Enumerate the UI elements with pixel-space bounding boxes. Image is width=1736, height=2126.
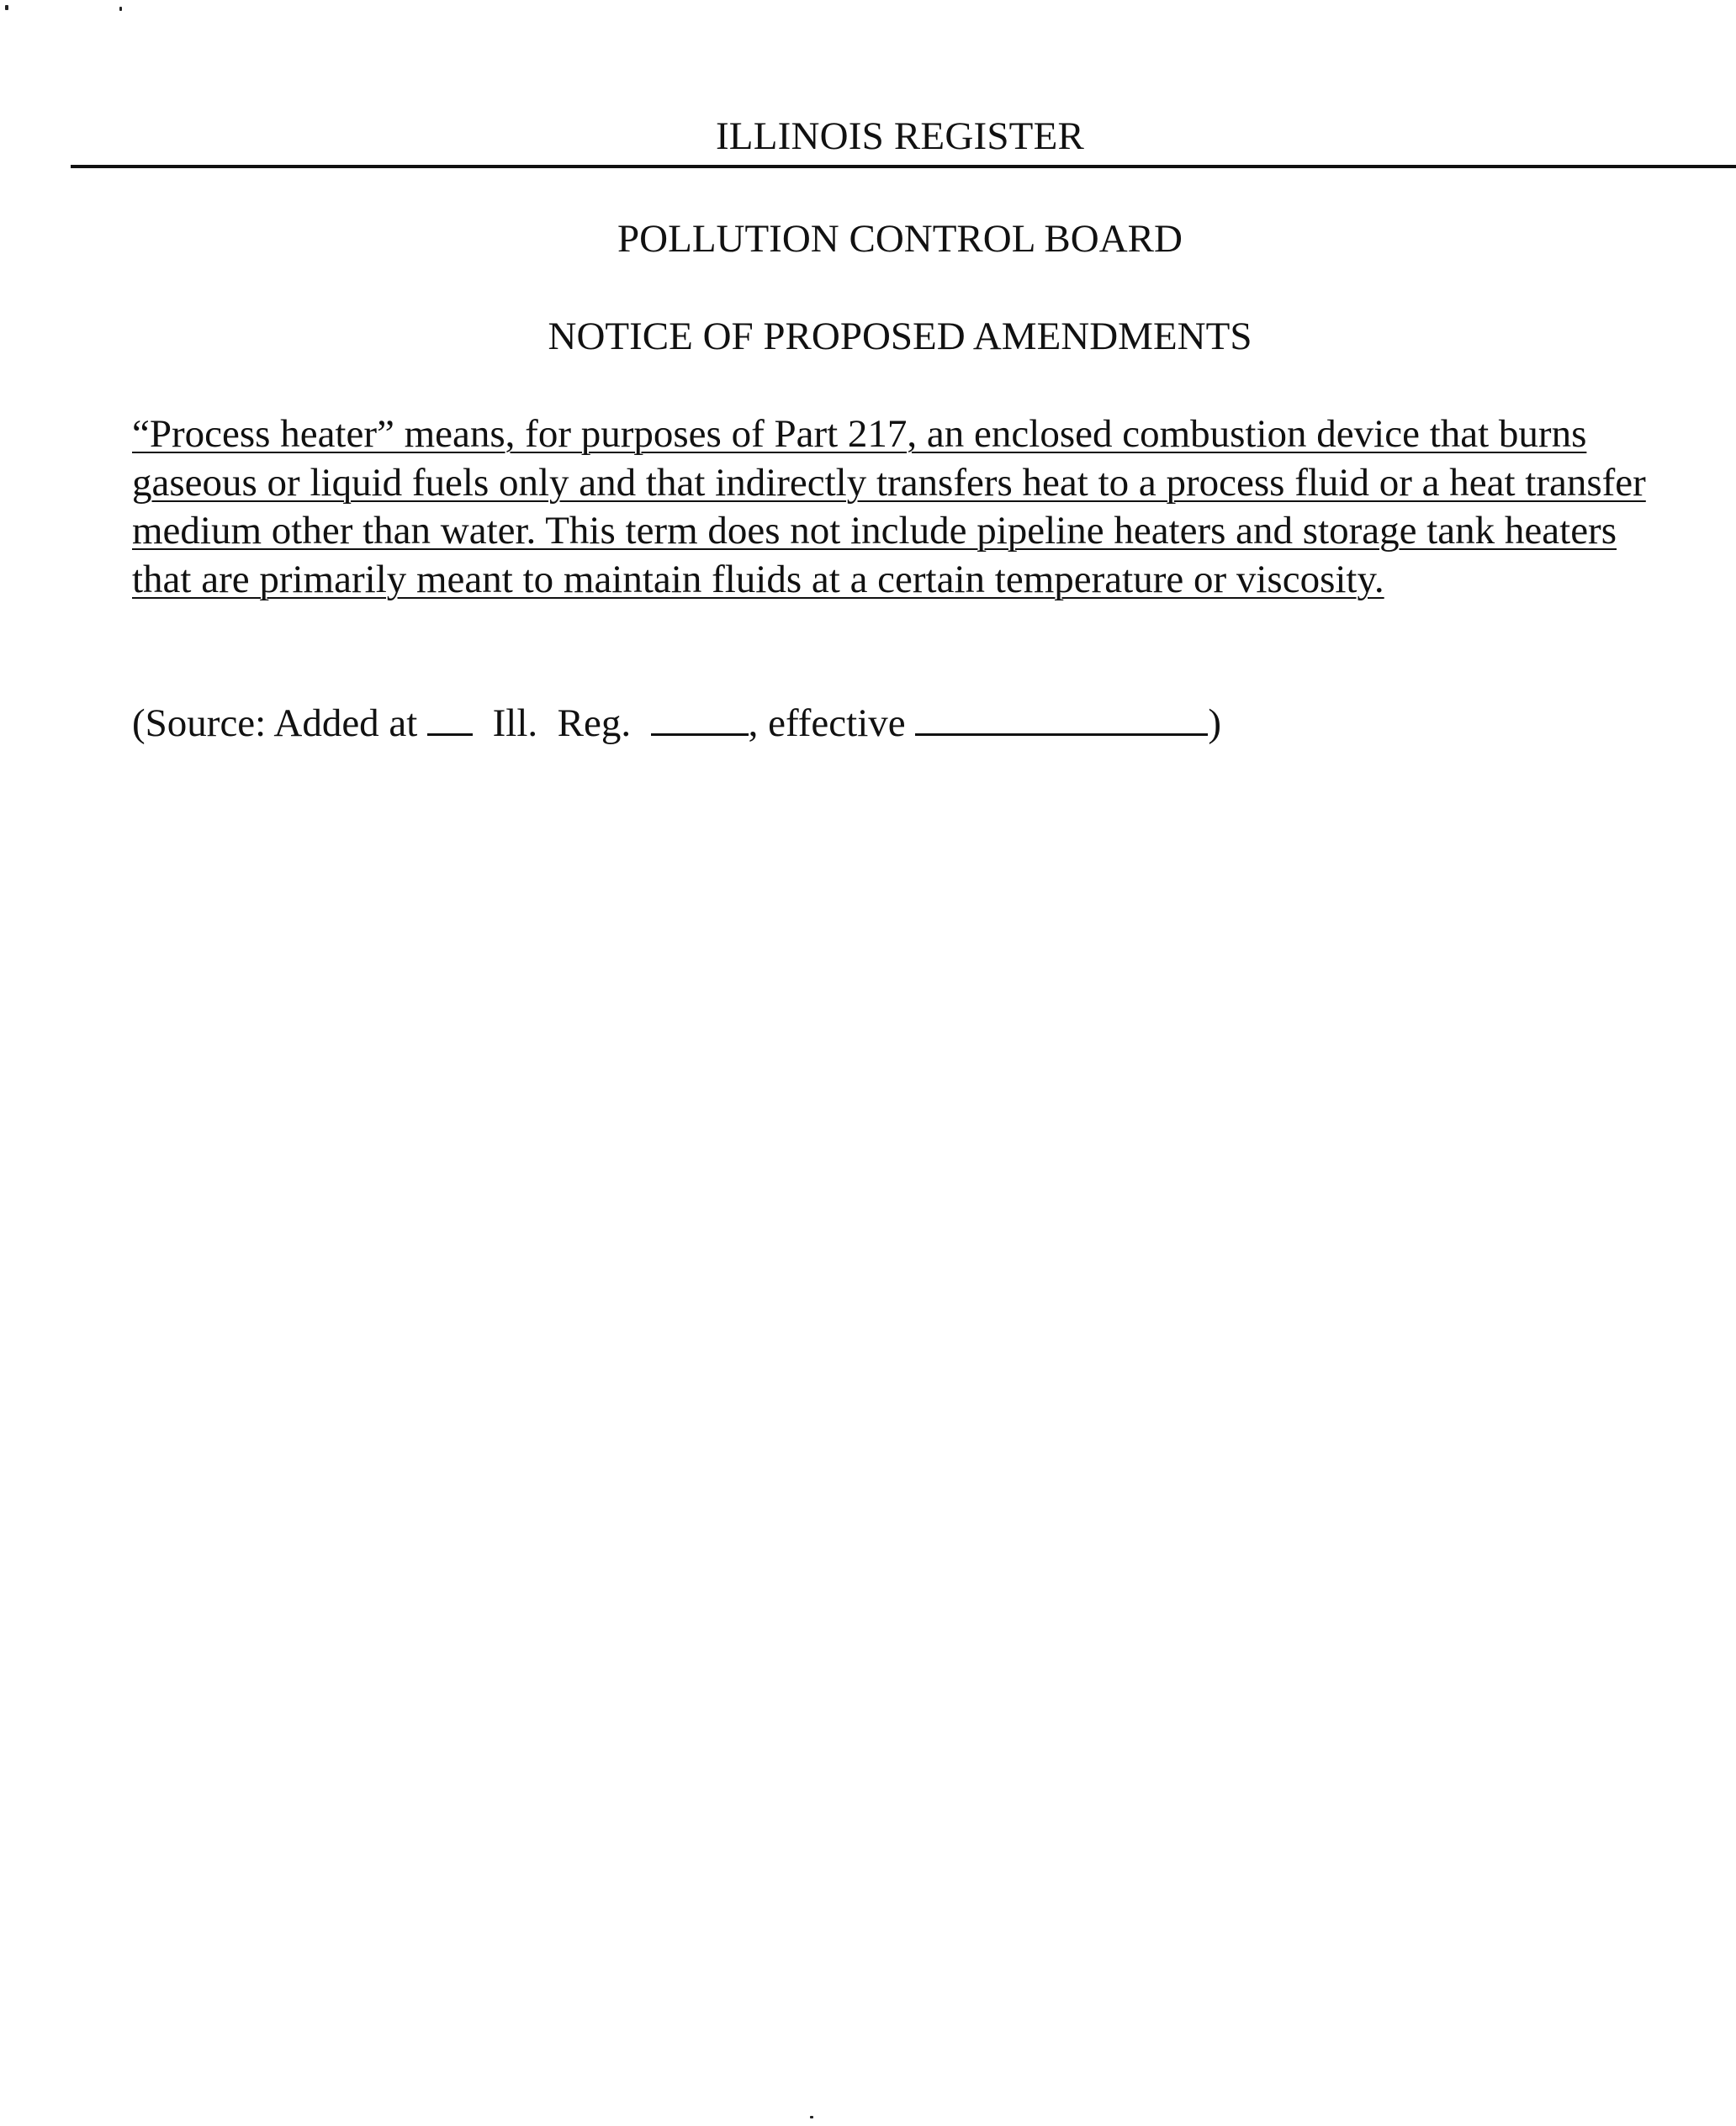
page-blank — [651, 698, 749, 736]
notice-title: NOTICE OF PROPOSED AMENDMENTS — [548, 315, 1252, 358]
process-heater-definition: “Process heater” means, for purposes of Part 217, an enclosed combustion device that burns gaseous or liquid fuels only and that indirectly transfers heat to a process fluid or a heat transfer medium other than water. This term does not include pipeline heaters and storage tank heaters that are primarily meant to maintain fluids at a certain temperature or viscosity. — [132, 412, 1646, 601]
effective-date-blank — [915, 698, 1208, 736]
scan-speck — [5, 5, 8, 10]
header-rule — [71, 165, 1736, 168]
agency-title: POLLUTION CONTROL BOARD — [617, 217, 1183, 261]
source-effective-label: , effective — [748, 701, 906, 745]
scan-speck — [810, 2116, 813, 2118]
source-prefix: (Source: Added at — [132, 701, 418, 745]
source-note — [132, 698, 1562, 748]
source-suffix: ) — [1208, 701, 1222, 745]
source-register-label: Ill. Reg. — [492, 701, 632, 745]
register-header: ILLINOIS REGISTER — [715, 114, 1085, 158]
volume-blank — [427, 698, 473, 736]
scan-speck — [119, 7, 122, 11]
